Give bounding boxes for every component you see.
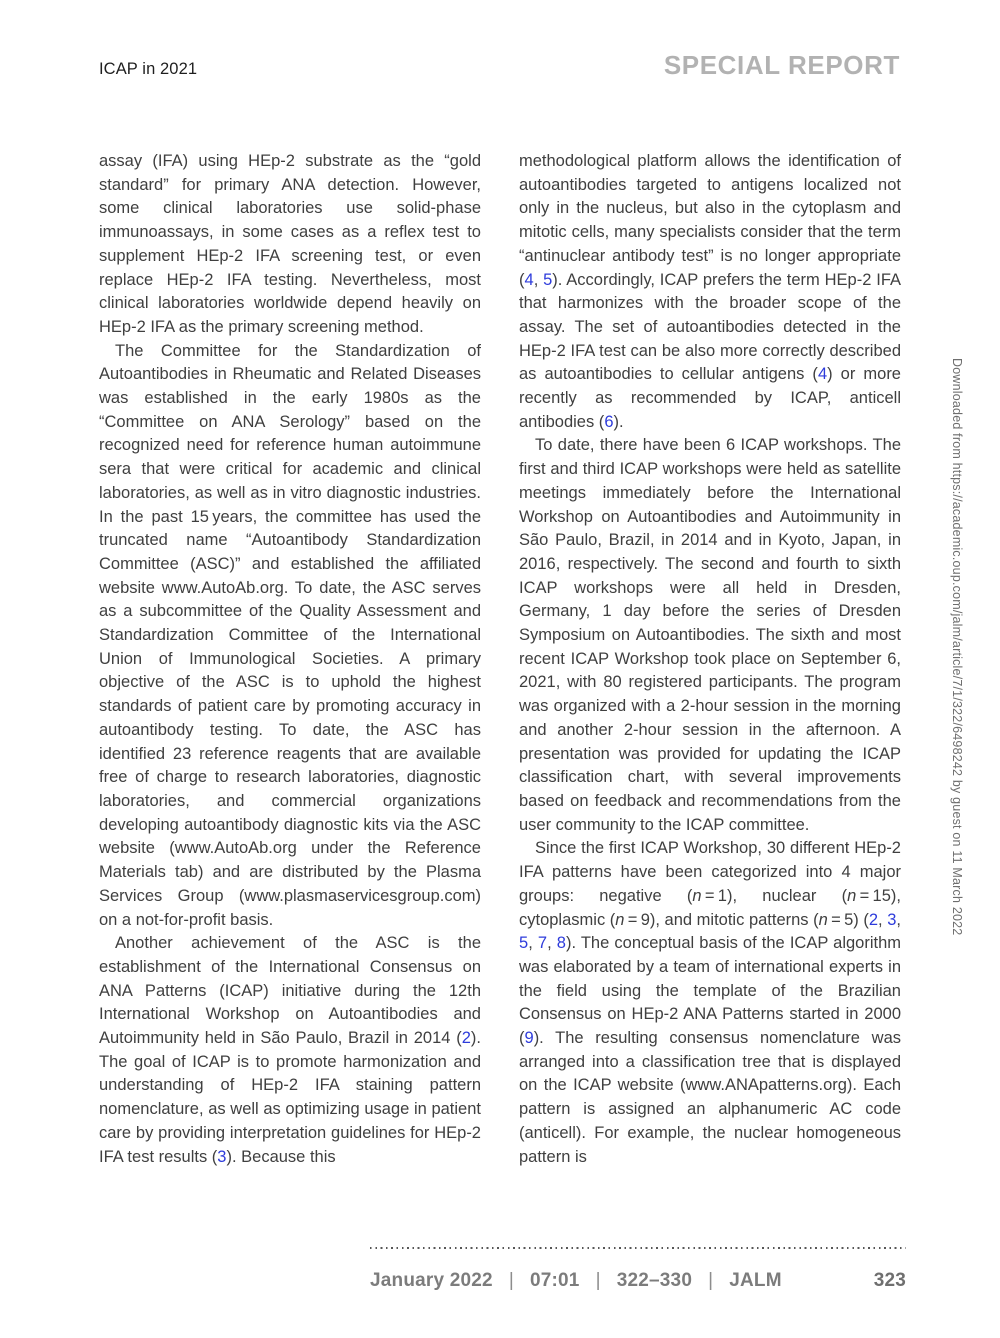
text-run: ). Because this [226,1147,336,1166]
text-run: methodological platform allows the identification of autoantibodies targeted to antigens localized not only in the nucleus, but also in the cytoplasm and mitotic cells, many specialists consider that the term “antinuclear antibody test” is no longer appropriate ( [519,152,901,289]
reference-link[interactable]: 7 [537,934,548,953]
text-run: The Committee for the Standardization of Autoantibodies in Rheumatic and Related Diseases was established in the early 1980s as the “Committee on ANA Serology” based on the recognized need for reference human autoimmune sera that were critical for academic and clinical laboratories, as well as in vitro diagnostic industries. In the past 15 years, the committee has used the truncated name “Autoantibody Standardization Committee (ASC)” and established the affiliated website www.AutoAb.org. To date, the ASC serves as a subcommittee of the Quality Assessment and Standardization Committee of the International Union of Immunological Societies. A primary objective of the ASC is to uphold the highest standards of patient care by promoting accuracy in autoantibody testing. To date, the ASC has identified 23 reference reagents that are available free of charge to research laboratories, diagnostic laboratories, and commercial organizations developing autoantibody diagnostic kits via the ASC website (www.AutoAb.org under the Reference Materials tab) and are distributed by the Plasma Services Group (www.plasmaservicesgroup.com) on a not-for-profit basis. [99,341,481,929]
reference-link[interactable]: 2 [461,1029,471,1048]
text-run: ). The goal of ICAP is to promote harmonization and understanding of HEp-2 IFA staining pattern nomenclature, as well as optimizing usage in patient care by providing interpretation guidelines for HEp-2 IFA test results ( [99,1029,481,1166]
reference-link[interactable]: 2 [868,910,879,929]
text-run: = 1), nuclear ( [701,886,848,905]
text-run: ). The resulting consensus nomenclature was arranged into a classification tree that is displayed on the ICAP website (www.ANApatterns.org). Each pattern is assigned an alphanumeric AC code (anticell). For example, the nuclear homogeneous pattern is [519,1029,901,1166]
reference-link[interactable]: 5 [543,270,553,289]
reference-link[interactable]: 3 [217,1147,227,1166]
running-title: ICAP in 2021 [99,60,198,78]
paragraph [519,434,901,837]
text-run: , [547,934,557,953]
footer-volume-issue: 07:01 [529,1270,580,1291]
italic-variable: n [692,886,702,905]
paragraph [519,150,901,434]
reference-link[interactable]: 9 [524,1029,534,1048]
text-run: , [528,934,538,953]
reference-link[interactable]: 6 [604,412,614,431]
paragraph [99,932,481,1169]
footer-separator: | [508,1270,514,1291]
download-watermark: Downloaded from https://academic.oup.com/jalm/article/7/1/322/6498242 by guest on 11 March 2022 [950,358,964,936]
text-run: = 5) ( [827,910,869,929]
text-run: To date, there have been 6 ICAP workshops. The first and third ICAP workshops were held as satellite meetings immediately before the International Workshop on Autoantibodies and Autoimmunity in São Paulo, Brazil, in 2014 and in Kyoto, Japan, in 2016, respectively. The second and fourth to sixth ICAP workshops were all held in Dresden, Germany, 1 day before the series of Dresden Symposium on Autoantibodies. The sixth and most recent ICAP Workshop took place on September 6, 2021, with 80 registered participants. The program was organized with a 2-hour session in the morning and another 2-hour session in the afternoon. A presentation was provided for updating the ICAP classification chart, with several improvements based on feedback and recommendations from the user community to the ICAP committee. [519,436,901,834]
text-run: , [896,910,901,929]
footer-issue-date: January 2022 [370,1270,493,1291]
text-run: Since the first ICAP Workshop, 30 different HEp-2 IFA patterns have been categorized into 4 major groups: negative ( [519,839,901,905]
text-run: Another achievement of the ASC is the establishment of the International Consensus on ANA Patterns (ICAP) initiative during the 12th International Workshop on Autoantibodies and Autoimmunity held in São Paulo, Brazil in 2014 ( [99,934,481,1048]
reference-link[interactable]: 3 [887,910,897,929]
page-header [99,50,900,81]
paragraph [99,150,481,340]
text-run: ) or more recently as recommended by ICAP, anticell antibodies ( [519,365,901,431]
article-body [99,150,901,1169]
footer-separator: | [595,1270,601,1291]
paragraph [519,837,901,1169]
article-column-left [99,150,481,1169]
footer-separator: | [708,1270,714,1291]
italic-variable: n [847,886,857,905]
text-run: assay (IFA) using HEp-2 substrate as the “gold standard” for primary ANA detection. However, some clinical laboratories use solid-phase immunoassays, in some cases as a reflex test to supplement HEp-2 IFA screening test, or even replace HEp-2 IFA testing. Nevertheless, most clinical laboratories worldwide depend heavily on HEp-2 IFA as the primary screening method. [99,152,481,336]
text-run: ). [613,412,624,431]
text-run: , [533,270,544,289]
section-label: SPECIAL REPORT [663,50,900,80]
footer-dotted-rule [370,1247,906,1249]
footer-meta [370,1270,906,1292]
footer-page-number: 323 [873,1270,906,1291]
article-column-right [519,150,901,1169]
reference-link[interactable]: 4 [524,270,534,289]
footer-journal-abbrev: JALM [729,1270,782,1291]
reference-link[interactable]: 8 [556,934,566,953]
text-run: = 9), and mitotic patterns ( [624,910,819,929]
text-run: , [878,910,888,929]
text-run: = 15), cytoplasmic ( [519,886,901,929]
reference-link[interactable]: 4 [817,365,828,384]
text-run: ). The conceptual basis of the ICAP algorithm was elaborated by a team of international experts in the field using the template of the Brazilian Consensus on HEp-2 ANA Patterns started in 2000 ( [519,934,902,1048]
reference-link[interactable]: 5 [519,934,529,953]
italic-variable: n [818,910,828,929]
footer-page-range: 322–330 [616,1270,693,1291]
text-run: ). Accordingly, ICAP prefers the term HEp-2 IFA that harmonizes with the broader scope of the assay. The set of autoantibodies detected in the HEp-2 IFA test can be also more correctly described as autoantibodies to cellular antigens ( [519,270,901,384]
paragraph [99,340,481,933]
italic-variable: n [615,910,625,929]
